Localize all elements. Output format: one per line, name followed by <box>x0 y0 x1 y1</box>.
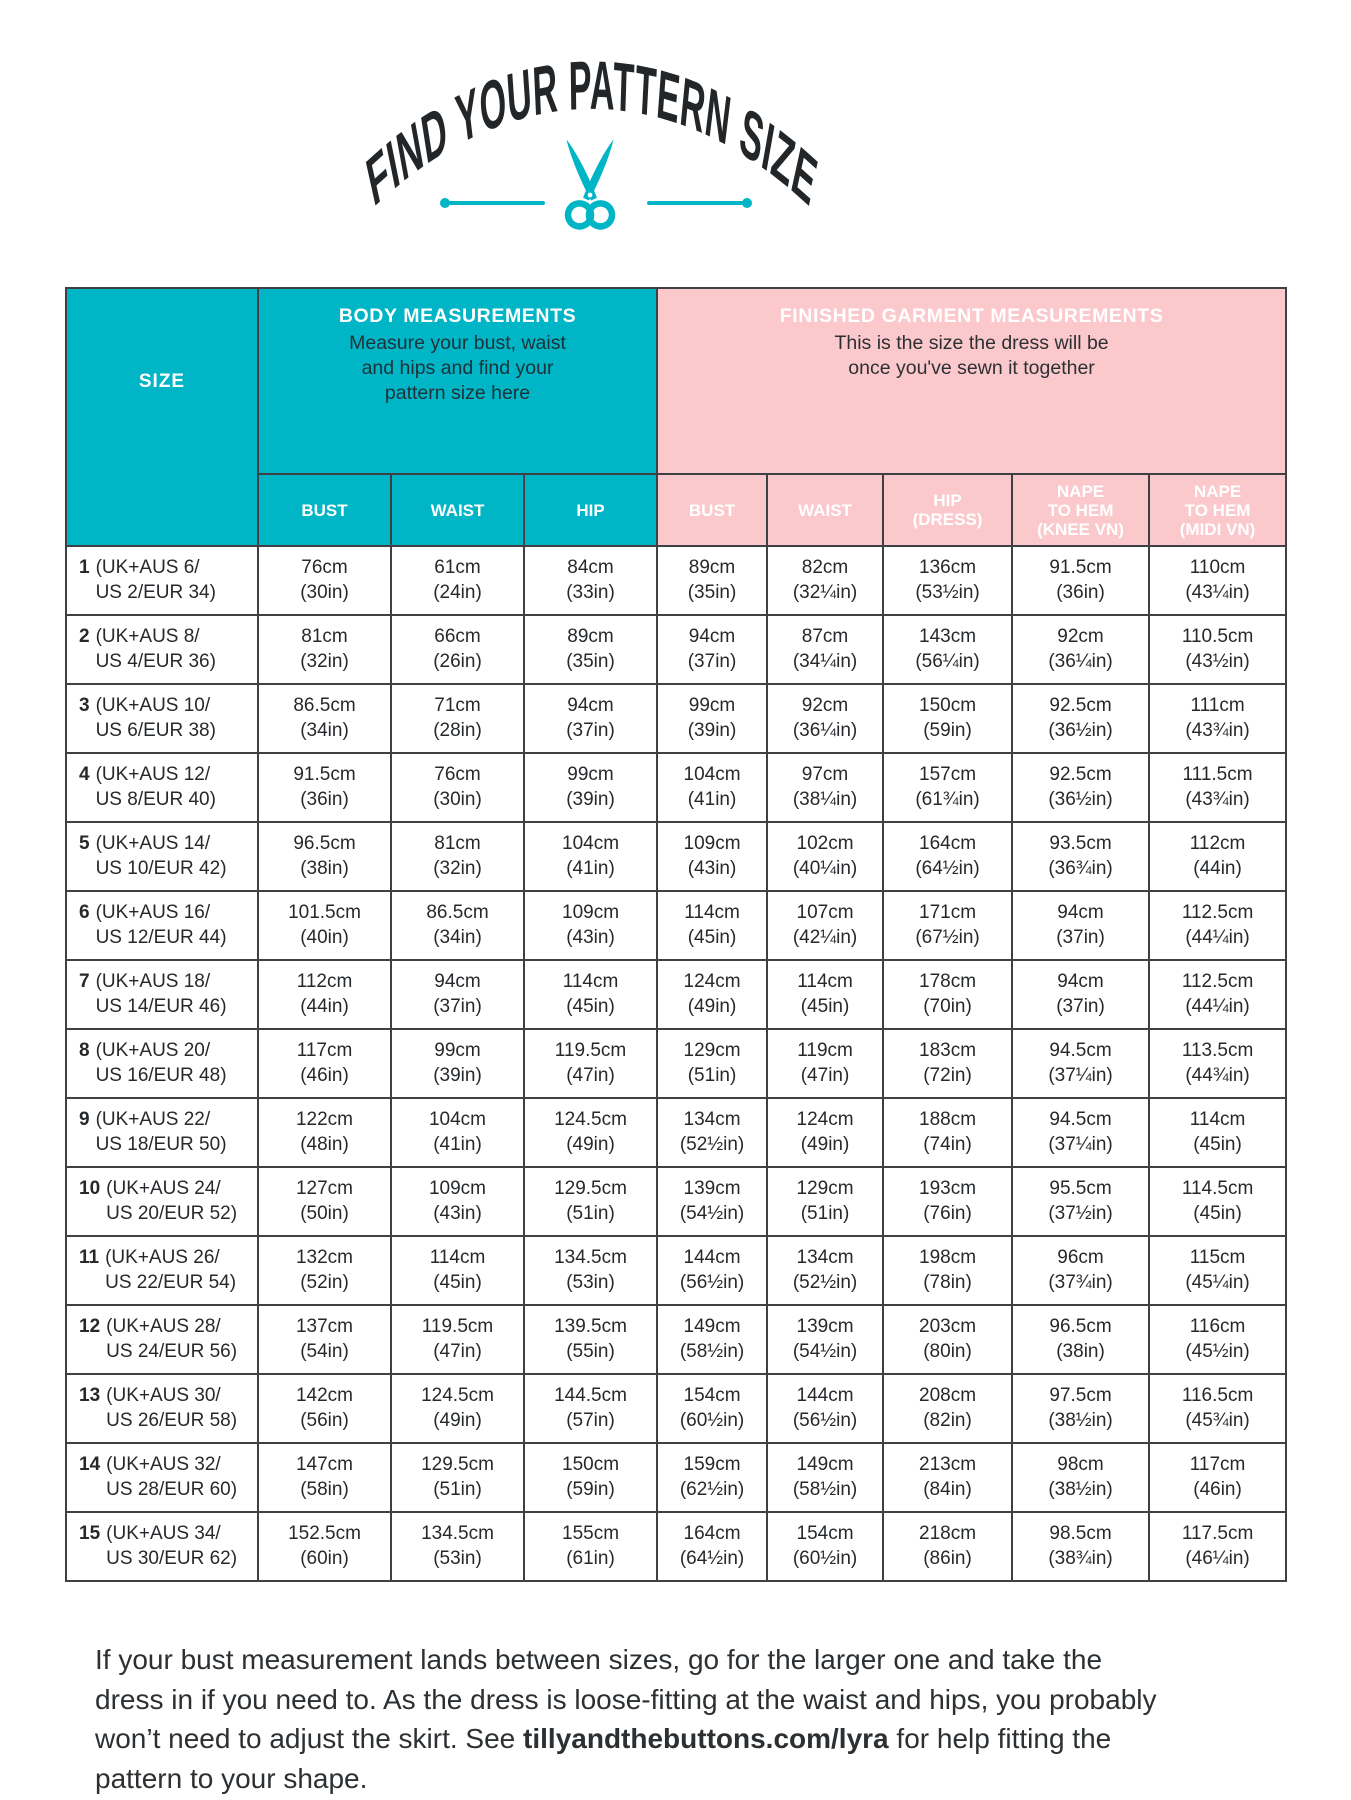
measurement-cell: 92.5cm (36½in) <box>1012 753 1149 822</box>
measurement-cell: 142cm (56in) <box>258 1374 391 1443</box>
measurement-cell: 71cm (28in) <box>391 684 524 753</box>
size-label-11: 11 (UK+AUS 26/ US 22/EUR 54) <box>66 1236 258 1305</box>
measurement-cell: 66cm (26in) <box>391 615 524 684</box>
measurement-cell: 218cm (86in) <box>883 1512 1012 1581</box>
size-label-10: 10 (UK+AUS 24/ US 20/EUR 52) <box>66 1167 258 1236</box>
measurement-cell: 102cm (40¼in) <box>767 822 883 891</box>
measurement-cell: 111cm (43¾in) <box>1149 684 1286 753</box>
measurement-cell: 171cm (67½in) <box>883 891 1012 960</box>
measurement-cell: 117.5cm (46¼in) <box>1149 1512 1286 1581</box>
measurement-cell: 99cm (39in) <box>524 753 657 822</box>
size-label-7: 7 (UK+AUS 18/ US 14/EUR 46) <box>66 960 258 1029</box>
measurement-cell: 164cm (64½in) <box>883 822 1012 891</box>
measurement-cell: 109cm (43in) <box>391 1167 524 1236</box>
measurement-cell: 198cm (78in) <box>883 1236 1012 1305</box>
measurement-cell: 150cm (59in) <box>883 684 1012 753</box>
measurement-cell: 159cm (62½in) <box>657 1443 767 1512</box>
measurement-cell: 81cm (32in) <box>391 822 524 891</box>
measurement-cell: 124cm (49in) <box>657 960 767 1029</box>
measurement-cell: 119.5cm (47in) <box>391 1305 524 1374</box>
measurement-cell: 92cm (36¼in) <box>767 684 883 753</box>
measurement-cell: 92cm (36¼in) <box>1012 615 1149 684</box>
measurement-cell: 96.5cm (38in) <box>258 822 391 891</box>
measurement-cell: 193cm (76in) <box>883 1167 1012 1236</box>
size-chart-table <box>65 287 1287 1582</box>
measurement-cell: 86.5cm (34in) <box>391 891 524 960</box>
measurement-cell: 117cm (46in) <box>1149 1443 1286 1512</box>
scissors-icon <box>530 125 650 255</box>
measurement-cell: 109cm (43in) <box>524 891 657 960</box>
page-title: FIND YOUR PATTERN SIZE <box>360 46 824 222</box>
measurement-cell: 134.5cm (53in) <box>391 1512 524 1581</box>
measurement-cell: 94.5cm (37¼in) <box>1012 1098 1149 1167</box>
measurement-cell: 136cm (53½in) <box>883 546 1012 615</box>
measurement-cell: 143cm (56¼in) <box>883 615 1012 684</box>
measurement-cell: 144cm (56½in) <box>657 1236 767 1305</box>
size-row-11 <box>66 1236 1286 1305</box>
measurement-cell: 188cm (74in) <box>883 1098 1012 1167</box>
measurement-cell: 124cm (49in) <box>767 1098 883 1167</box>
measurement-cell: 94cm (37in) <box>1012 891 1149 960</box>
measurement-cell: 134cm (52½in) <box>767 1236 883 1305</box>
size-label-4: 4 (UK+AUS 12/ US 8/EUR 40) <box>66 753 258 822</box>
measurement-cell: 96cm (37¾in) <box>1012 1236 1149 1305</box>
size-row-14 <box>66 1443 1286 1512</box>
measurement-cell: 164cm (64½in) <box>657 1512 767 1581</box>
measurement-cell: 94cm (37in) <box>657 615 767 684</box>
measurement-cell: 97cm (38¼in) <box>767 753 883 822</box>
size-label-6: 6 (UK+AUS 16/ US 12/EUR 44) <box>66 891 258 960</box>
measurement-cell: 96.5cm (38in) <box>1012 1305 1149 1374</box>
measurement-cell: 86.5cm (34in) <box>258 684 391 753</box>
size-label-1: 1 (UK+AUS 6/ US 2/EUR 34) <box>66 546 258 615</box>
measurement-cell: 114cm (45in) <box>524 960 657 1029</box>
website-url: tillyandthebuttons.com/lyra <box>523 1723 889 1754</box>
column-header-garment-nape-to-hem-midi-vn: NAPE TO HEM (MIDI VN) <box>1149 474 1286 546</box>
size-chart <box>65 287 1287 1582</box>
measurement-cell: 98.5cm (38¾in) <box>1012 1512 1149 1581</box>
finished-garment-header <box>657 288 1286 474</box>
measurement-cell: 99cm (39in) <box>391 1029 524 1098</box>
measurement-cell: 94cm (37in) <box>391 960 524 1029</box>
measurement-cell: 76cm (30in) <box>258 546 391 615</box>
measurement-cell: 124.5cm (49in) <box>524 1098 657 1167</box>
measurement-cell: 119.5cm (47in) <box>524 1029 657 1098</box>
measurement-cell: 107cm (42¼in) <box>767 891 883 960</box>
measurement-cell: 150cm (59in) <box>524 1443 657 1512</box>
column-header-body-hip: HIP <box>524 474 657 546</box>
ornament-line-right <box>647 201 745 205</box>
size-row-15 <box>66 1512 1286 1581</box>
measurement-cell: 112cm (44in) <box>258 960 391 1029</box>
measurement-cell: 117cm (46in) <box>258 1029 391 1098</box>
measurement-cell: 94.5cm (37¼in) <box>1012 1029 1149 1098</box>
measurement-cell: 127cm (50in) <box>258 1167 391 1236</box>
size-label-13: 13 (UK+AUS 30/ US 26/EUR 58) <box>66 1374 258 1443</box>
measurement-cell: 122cm (48in) <box>258 1098 391 1167</box>
size-row-5 <box>66 822 1286 891</box>
measurement-cell: 114cm (45in) <box>391 1236 524 1305</box>
measurement-cell: 116cm (45½in) <box>1149 1305 1286 1374</box>
measurement-cell: 132cm (52in) <box>258 1236 391 1305</box>
column-header-garment-hip-dress: HIP (DRESS) <box>883 474 1012 546</box>
size-row-3 <box>66 684 1286 753</box>
measurement-cell: 129cm (51in) <box>767 1167 883 1236</box>
measurement-cell: 183cm (72in) <box>883 1029 1012 1098</box>
measurement-cell: 119cm (47in) <box>767 1029 883 1098</box>
fitting-note-text-after: for help fitting the pattern to your shape. <box>95 1723 1112 1794</box>
column-header-garment-waist: WAIST <box>767 474 883 546</box>
measurement-cell: 91.5cm (36in) <box>1012 546 1149 615</box>
size-row-7 <box>66 960 1286 1029</box>
measurement-cell: 208cm (82in) <box>883 1374 1012 1443</box>
size-label-12: 12 (UK+AUS 28/ US 24/EUR 56) <box>66 1305 258 1374</box>
measurement-cell: 98cm (38½in) <box>1012 1443 1149 1512</box>
measurement-cell: 129.5cm (51in) <box>391 1443 524 1512</box>
measurement-cell: 89cm (35in) <box>524 615 657 684</box>
measurement-cell: 113.5cm (44¾in) <box>1149 1029 1286 1098</box>
measurement-cell: 147cm (58in) <box>258 1443 391 1512</box>
measurement-cell: 134.5cm (53in) <box>524 1236 657 1305</box>
column-header-garment-bust: BUST <box>657 474 767 546</box>
measurement-cell: 114cm (45in) <box>1149 1098 1286 1167</box>
measurement-cell: 114cm (45in) <box>767 960 883 1029</box>
measurement-cell: 144.5cm (57in) <box>524 1374 657 1443</box>
measurement-cell: 157cm (61¾in) <box>883 753 1012 822</box>
measurement-cell: 99cm (39in) <box>657 684 767 753</box>
measurement-cell: 115cm (45¼in) <box>1149 1236 1286 1305</box>
measurement-cell: 89cm (35in) <box>657 546 767 615</box>
measurement-cell: 110cm (43¼in) <box>1149 546 1286 615</box>
measurement-cell: 137cm (54in) <box>258 1305 391 1374</box>
measurement-cell: 91.5cm (36in) <box>258 753 391 822</box>
measurement-cell: 111.5cm (43¾in) <box>1149 753 1286 822</box>
size-row-2 <box>66 615 1286 684</box>
column-header-garment-nape-to-hem-knee-vn: NAPE TO HEM (KNEE VN) <box>1012 474 1149 546</box>
finished-garment-subtitle: This is the size the dress will be once you've sewn it together <box>834 332 1109 379</box>
size-row-4 <box>66 753 1286 822</box>
size-label-8: 8 (UK+AUS 20/ US 16/EUR 48) <box>66 1029 258 1098</box>
measurement-cell: 82cm (32¼in) <box>767 546 883 615</box>
ornament-dot-right <box>742 198 752 208</box>
measurement-cell: 139cm (54½in) <box>657 1167 767 1236</box>
measurement-cell: 81cm (32in) <box>258 615 391 684</box>
size-row-12 <box>66 1305 1286 1374</box>
measurement-cell: 92.5cm (36½in) <box>1012 684 1149 753</box>
size-label-15: 15 (UK+AUS 34/ US 30/EUR 62) <box>66 1512 258 1581</box>
size-label-14: 14 (UK+AUS 32/ US 28/EUR 60) <box>66 1443 258 1512</box>
measurement-cell: 104cm (41in) <box>391 1098 524 1167</box>
size-label-2: 2 (UK+AUS 8/ US 4/EUR 36) <box>66 615 258 684</box>
measurement-cell: 144cm (56½in) <box>767 1374 883 1443</box>
measurement-cell: 76cm (30in) <box>391 753 524 822</box>
measurement-cell: 124.5cm (49in) <box>391 1374 524 1443</box>
size-row-10 <box>66 1167 1286 1236</box>
measurement-cell: 94cm (37in) <box>1012 960 1149 1029</box>
size-label-3: 3 (UK+AUS 10/ US 6/EUR 38) <box>66 684 258 753</box>
measurement-cell: 104cm (41in) <box>524 822 657 891</box>
measurement-cell: 110.5cm (43½in) <box>1149 615 1286 684</box>
measurement-cell: 87cm (34¼in) <box>767 615 883 684</box>
measurement-cell: 95.5cm (37½in) <box>1012 1167 1149 1236</box>
measurement-cell: 155cm (61in) <box>524 1512 657 1581</box>
measurement-cell: 84cm (33in) <box>524 546 657 615</box>
size-row-13 <box>66 1374 1286 1443</box>
measurement-cell: 129cm (51in) <box>657 1029 767 1098</box>
measurement-cell: 152.5cm (60in) <box>258 1512 391 1581</box>
measurement-cell: 149cm (58½in) <box>767 1443 883 1512</box>
measurement-cell: 139cm (54½in) <box>767 1305 883 1374</box>
measurement-cell: 61cm (24in) <box>391 546 524 615</box>
size-row-1 <box>66 546 1286 615</box>
measurement-cell: 116.5cm (45¾in) <box>1149 1374 1286 1443</box>
size-row-9 <box>66 1098 1286 1167</box>
measurement-cell: 149cm (58½in) <box>657 1305 767 1374</box>
measurement-cell: 104cm (41in) <box>657 753 767 822</box>
measurement-cell: 112.5cm (44¼in) <box>1149 891 1286 960</box>
measurement-cell: 134cm (52½in) <box>657 1098 767 1167</box>
measurement-cell: 114cm (45in) <box>657 891 767 960</box>
measurement-cell: 154cm (60½in) <box>657 1374 767 1443</box>
measurement-cell: 203cm (80in) <box>883 1305 1012 1374</box>
fitting-note <box>95 1640 1170 1798</box>
size-label-9: 9 (UK+AUS 22/ US 18/EUR 50) <box>66 1098 258 1167</box>
measurement-cell: 154cm (60½in) <box>767 1512 883 1581</box>
finished-garment-title: FINISHED GARMENT MEASUREMENTS <box>779 305 1164 327</box>
measurement-cell: 114.5cm (45in) <box>1149 1167 1286 1236</box>
measurement-cell: 97.5cm (38½in) <box>1012 1374 1149 1443</box>
size-label-5: 5 (UK+AUS 14/ US 10/EUR 42) <box>66 822 258 891</box>
measurement-cell: 94cm (37in) <box>524 684 657 753</box>
measurement-cell: 213cm (84in) <box>883 1443 1012 1512</box>
measurement-cell: 139.5cm (55in) <box>524 1305 657 1374</box>
measurement-cell: 93.5cm (36¾in) <box>1012 822 1149 891</box>
size-column-header: SIZE <box>66 288 258 546</box>
size-row-8 <box>66 1029 1286 1098</box>
measurement-cell: 101.5cm (40in) <box>258 891 391 960</box>
fitting-note-text-before: If your bust measurement lands between sizes, go for the larger one and take the dress in if you need to. As the dress is loose-fitting at the waist and hips, you probably won’t need to adjust the skirt. See <box>95 1644 1157 1754</box>
column-header-body-bust: BUST <box>258 474 391 546</box>
measurement-cell: 178cm (70in) <box>883 960 1012 1029</box>
body-measurements-header <box>258 288 657 474</box>
body-measurements-subtitle: Measure your bust, waist and hips and find your pattern size here <box>349 332 566 404</box>
column-header-body-waist: WAIST <box>391 474 524 546</box>
measurement-cell: 129.5cm (51in) <box>524 1167 657 1236</box>
measurement-cell: 112cm (44in) <box>1149 822 1286 891</box>
measurement-cell: 109cm (43in) <box>657 822 767 891</box>
measurement-cell: 112.5cm (44¼in) <box>1149 960 1286 1029</box>
size-row-6 <box>66 891 1286 960</box>
body-measurements-title: BODY MEASUREMENTS <box>338 305 577 327</box>
